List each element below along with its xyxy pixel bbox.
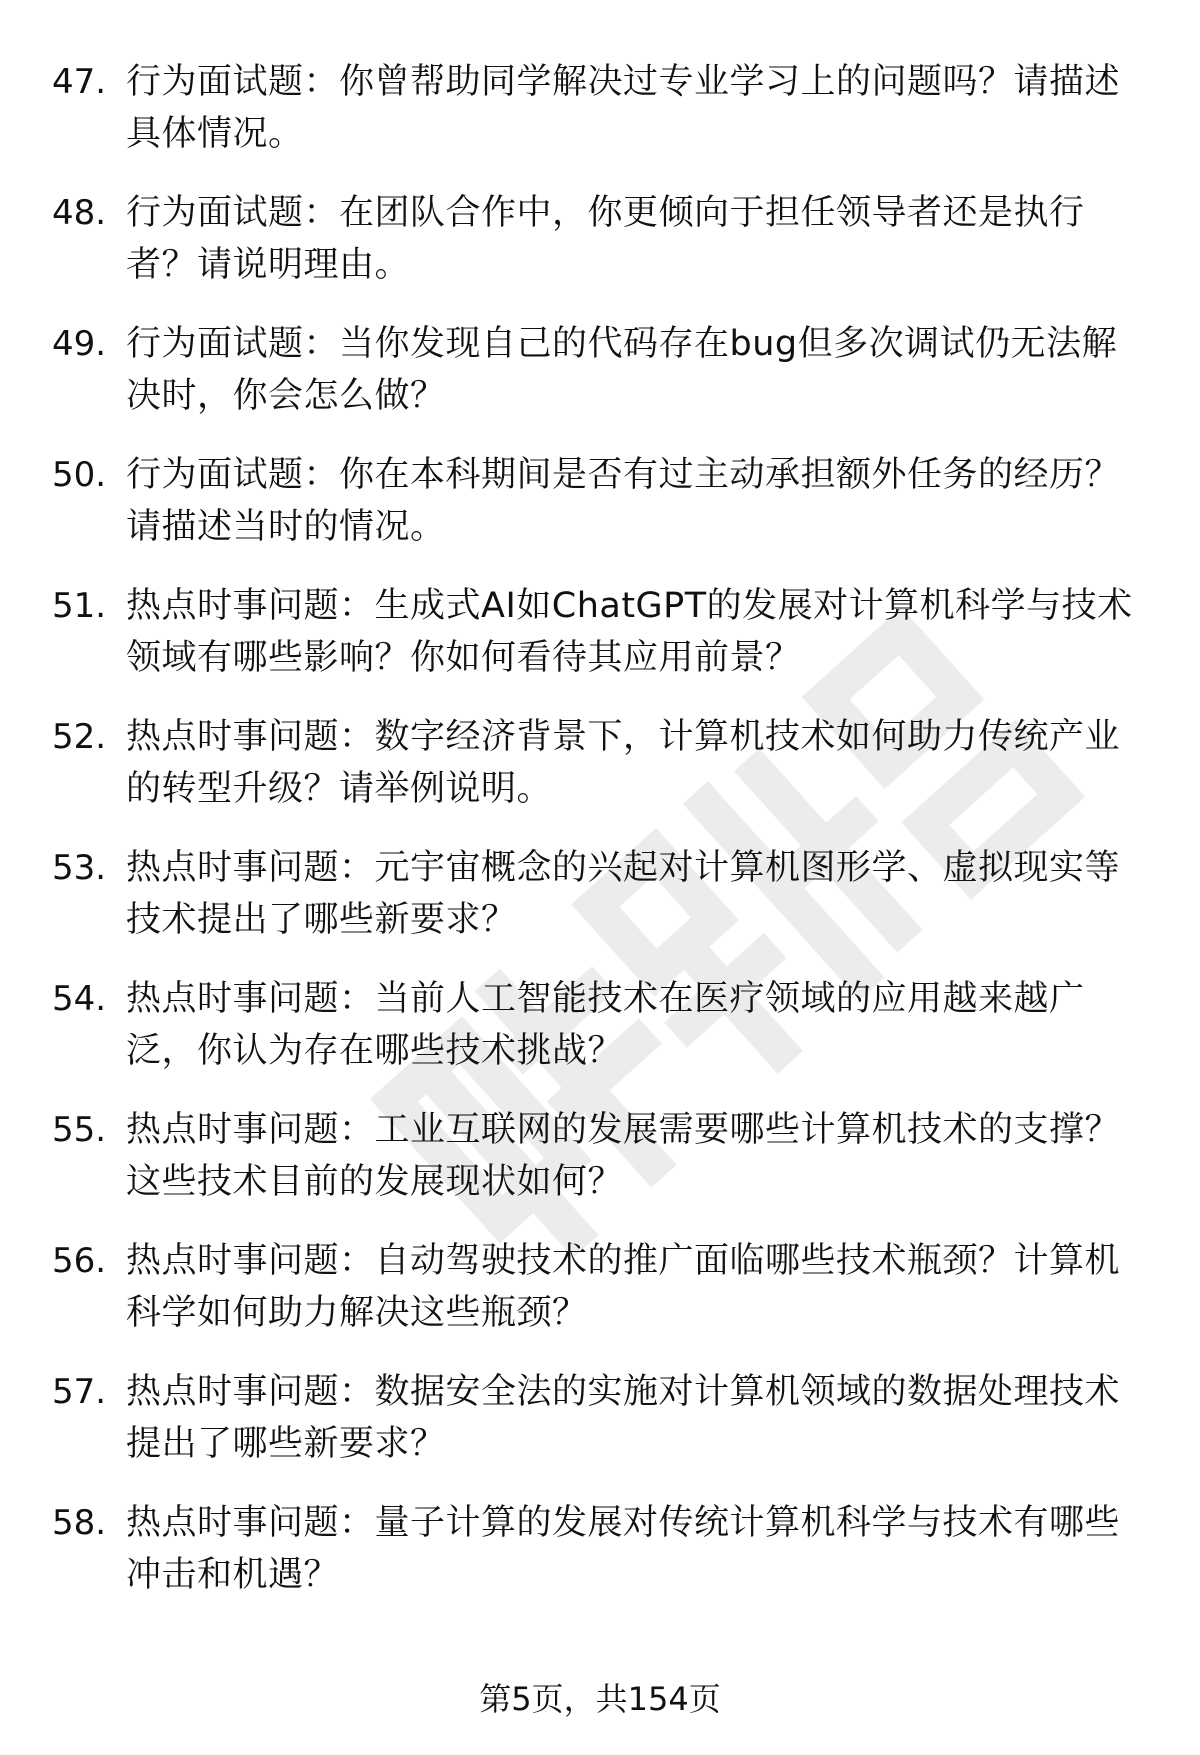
question-item (52, 187, 1152, 318)
question-item (52, 1235, 1152, 1366)
question-line: 热点时事问题：量子计算的发展对传统计算机科学与技术有哪些 (126, 1503, 1121, 1543)
question-item (52, 1104, 1152, 1235)
question-text (126, 449, 1152, 553)
question-number: 50. (52, 455, 107, 495)
question-number: 48. (52, 193, 107, 233)
question-line: 热点时事问题：数字经济背景下，计算机技术如何助力传统产业 (126, 717, 1121, 757)
question-line: 的转型升级？请举例说明。 (126, 769, 553, 809)
question-line: 行为面试题：你在本科期间是否有过主动承担额外任务的经历？ (126, 455, 1121, 495)
question-line: 请描述当时的情况。 (126, 507, 446, 547)
question-item (52, 1366, 1152, 1497)
question-item (52, 318, 1152, 449)
question-number: 55. (52, 1110, 107, 1150)
question-text (126, 580, 1152, 684)
question-line: 行为面试题：当你发现自己的代码存在bug但多次调试仍无法解 (126, 324, 1118, 364)
question-number: 56. (52, 1241, 107, 1281)
question-text (126, 1497, 1152, 1601)
question-line: 行为面试题：在团队合作中，你更倾向于担任领导者还是执行 (126, 193, 1085, 233)
question-line: 冲击和机遇？ (126, 1555, 340, 1595)
question-line: 决时，你会怎么做？ (126, 376, 446, 416)
page-footer: 第5页，共154页 (479, 1680, 721, 1718)
question-item (52, 580, 1152, 711)
question-text (126, 187, 1152, 291)
question-text (126, 1104, 1152, 1208)
question-item (52, 1497, 1152, 1628)
question-list (52, 56, 1152, 1628)
question-line: 行为面试题：你曾帮助同学解决过专业学习上的问题吗？请描述 (126, 62, 1121, 102)
question-line: 者？请说明理由。 (126, 245, 411, 285)
question-item (52, 842, 1152, 973)
question-number: 58. (52, 1503, 107, 1543)
question-text (126, 1366, 1152, 1470)
question-line: 泛，你认为存在哪些技术挑战？ (126, 1031, 624, 1071)
question-text (126, 56, 1152, 160)
question-number: 51. (52, 586, 107, 626)
question-text (126, 1235, 1152, 1339)
question-line: 热点时事问题：元宇宙概念的兴起对计算机图形学、虚拟现实等 (126, 848, 1121, 888)
question-line: 领域有哪些影响？你如何看待其应用前景？ (126, 638, 801, 678)
question-item (52, 973, 1152, 1104)
question-text (126, 842, 1152, 946)
question-text (126, 318, 1152, 422)
question-text (126, 973, 1152, 1077)
question-line: 科学如何助力解决这些瓶颈？ (126, 1293, 588, 1333)
question-line: 提出了哪些新要求？ (126, 1424, 446, 1464)
question-line: 具体情况。 (126, 114, 304, 154)
question-number: 49. (52, 324, 107, 364)
question-text (126, 711, 1152, 815)
question-number: 53. (52, 848, 107, 888)
question-line: 热点时事问题：工业互联网的发展需要哪些计算机技术的支撑？ (126, 1110, 1121, 1150)
question-item (52, 56, 1152, 187)
question-line: 技术提出了哪些新要求？ (126, 900, 517, 940)
question-item (52, 711, 1152, 842)
question-line: 热点时事问题：数据安全法的实施对计算机领域的数据处理技术 (126, 1372, 1121, 1412)
question-line: 这些技术目前的发展现状如何？ (126, 1162, 624, 1202)
question-line: 热点时事问题：自动驾驶技术的推广面临哪些技术瓶颈？计算机 (126, 1241, 1121, 1281)
question-line: 热点时事问题：当前人工智能技术在医疗领域的应用越来越广 (126, 979, 1085, 1019)
question-number: 57. (52, 1372, 107, 1412)
question-number: 47. (52, 62, 107, 102)
question-number: 52. (52, 717, 107, 757)
question-item (52, 449, 1152, 580)
question-line: 热点时事问题：生成式AI如ChatGPT的发展对计算机科学与技术 (126, 586, 1133, 626)
question-number: 54. (52, 979, 107, 1019)
